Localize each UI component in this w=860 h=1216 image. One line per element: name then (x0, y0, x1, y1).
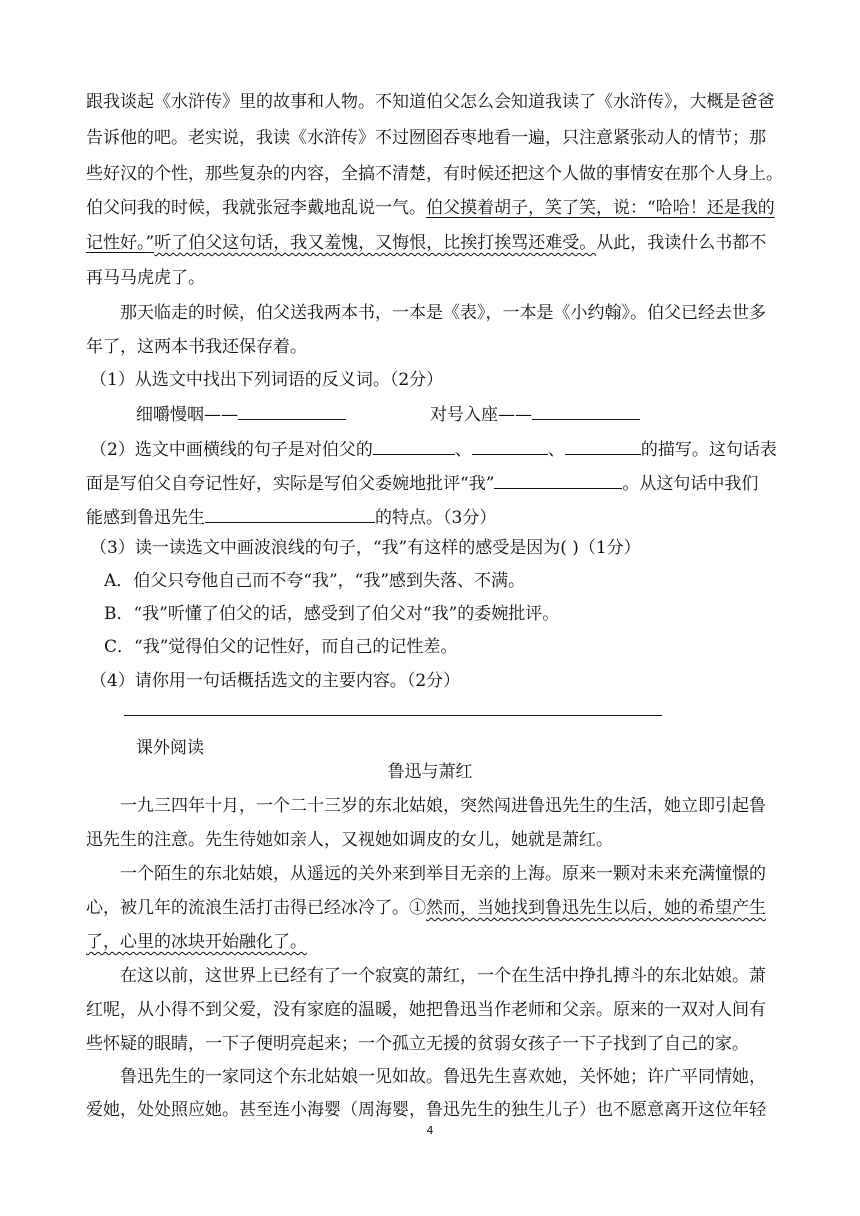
answer-blank[interactable] (532, 402, 640, 420)
separator: 、 (547, 440, 565, 460)
q1-word-a: 细嚼慢咽—— (136, 405, 238, 425)
r3-line3: 些怀疑的眼睛，一下子便明亮起来；一个孤立无援的贫弱女孩子一下子找到了自己的家。 (86, 1034, 749, 1054)
q3-option-a[interactable]: A．伯父只夸他自己而不夸“我”，“我”感到失落、不满。 (104, 571, 526, 591)
r1-line1: 一九三四年十月，一个二十三岁的东北姑娘，突然闯进鲁迅先生的生活，她立即引起鲁 (120, 796, 766, 816)
q1-item-b (430, 402, 640, 425)
answer-blank[interactable] (238, 402, 346, 420)
answer-blank[interactable] (373, 437, 455, 455)
r4-line2: 爱她，处处照应她。甚至连小海婴（周海婴，鲁迅先生的独生儿子）也不愿意离开这位年轻 (86, 1100, 766, 1120)
q3-option-b[interactable]: B．“我”听懂了伯父的话，感受到了伯父对“我”的委婉批评。 (104, 604, 560, 624)
question-2-line1 (90, 437, 777, 460)
p1-line3: 些好汉的个性，那些复杂的内容，全搞不清楚，有时候还把这个人做的事情安在那个人身上。 (86, 164, 783, 184)
q3-option-c[interactable]: C．“我”觉得伯父的记性好，而自己的记性差。 (104, 637, 458, 657)
text: 心，被几年的流浪生活打击得已经冰冷了。① (86, 898, 426, 918)
question-1: （1）从选文中找出下列词语的反义词。（2分） (90, 370, 444, 390)
p1-line1: 跟我谈起《水浒传》里的故事和人物。不知道伯父怎么会知道我读了《水浒传》，大概是爸爸 (86, 92, 775, 112)
r2-line1: 一个陌生的东北姑娘，从遥远的关外来到举目无亲的上海。原来一颗对未来充满憧憬的 (120, 864, 766, 884)
p2-line2: 年了，这两本书我还保存着。 (86, 337, 307, 357)
text: 从此，我读什么书都不 (596, 233, 767, 253)
answer-blank[interactable] (205, 505, 375, 523)
wavy-sentence: 了，心里的冰块开始融化了。 (86, 932, 307, 952)
text: 面是写伯父自夸记性好，实际是写伯父委婉地批评“我” (86, 474, 495, 494)
text: （2）选文中画横线的句子是对伯父的 (90, 440, 373, 460)
text: 。从这句话中我们 (622, 474, 759, 494)
r4-line1: 鲁迅先生的一家同这个东北姑娘一见如故。鲁迅先生喜欢她，关怀她；许广平同情她， (120, 1067, 766, 1087)
r3-line2: 红呢，从小得不到父爱，没有家庭的温暖，她把鲁迅当作老师和父亲。原来的一双对人间有 (86, 1000, 766, 1020)
q1-item-a (136, 402, 346, 425)
r3-line1: 在这以前，这世界上已经有了一个寂寞的萧红，一个在生活中挣扎搏斗的东北姑娘。萧 (120, 966, 766, 986)
text: 的描写。这句话表 (640, 440, 777, 460)
r2-line3 (86, 932, 307, 952)
underlined-sentence-end: 记性好。” (86, 233, 155, 253)
wavy-sentence: 听了伯父这句话，我又羞愧，又悔恨，比挨打挨骂还难受。 (154, 233, 597, 253)
answer-blank[interactable] (565, 437, 641, 455)
text: 伯父问我的时候，我就张冠李戴地乱说一气。 (86, 198, 426, 218)
p1-line4 (86, 198, 775, 218)
answer-line[interactable] (124, 715, 662, 716)
question-2-line2 (86, 471, 758, 494)
r1-line2: 迅先生的注意。先生待她如亲人，又视她如调皮的女儿，她就是萧红。 (86, 830, 613, 850)
underlined-sentence: 伯父摸着胡子，笑了笑，说：“哈哈！还是我的 (426, 198, 775, 218)
section-heading: 课外阅读 (136, 738, 204, 758)
separator: 、 (454, 440, 472, 460)
p2-line1: 那天临走的时候，伯父送我两本书，一本是《表》，一本是《小约翰》。伯父已经去世多 (120, 303, 766, 323)
r2-line2 (86, 898, 766, 918)
page-number: 4 (426, 1124, 434, 1137)
question-2-line3 (86, 505, 496, 528)
p1-line5 (86, 233, 766, 253)
q1-word-b: 对号入座—— (430, 405, 532, 425)
wavy-sentence: 然而，当她找到鲁迅先生以后，她的希望产生 (426, 898, 766, 918)
p1-line6: 再马马虎虎了。 (86, 268, 205, 288)
passage-title: 鲁迅与萧红 (387, 762, 473, 782)
text: 的特点。（3分） (375, 508, 497, 528)
question-4: （4）请你用一句话概括选文的主要内容。（2分） (90, 671, 461, 691)
answer-blank[interactable] (494, 471, 622, 489)
question-3: （3）读一读选文中画波浪线的句子，“我”有这样的感受是因为( )（1分） (90, 538, 641, 558)
p1-line2: 告诉他的吧。老实说，我读《水浒传》不过囫囵吞枣地看一遍，只注意紧张动人的情节；那 (86, 128, 766, 148)
text: 能感到鲁迅先生 (86, 508, 205, 528)
answer-blank[interactable] (472, 437, 548, 455)
